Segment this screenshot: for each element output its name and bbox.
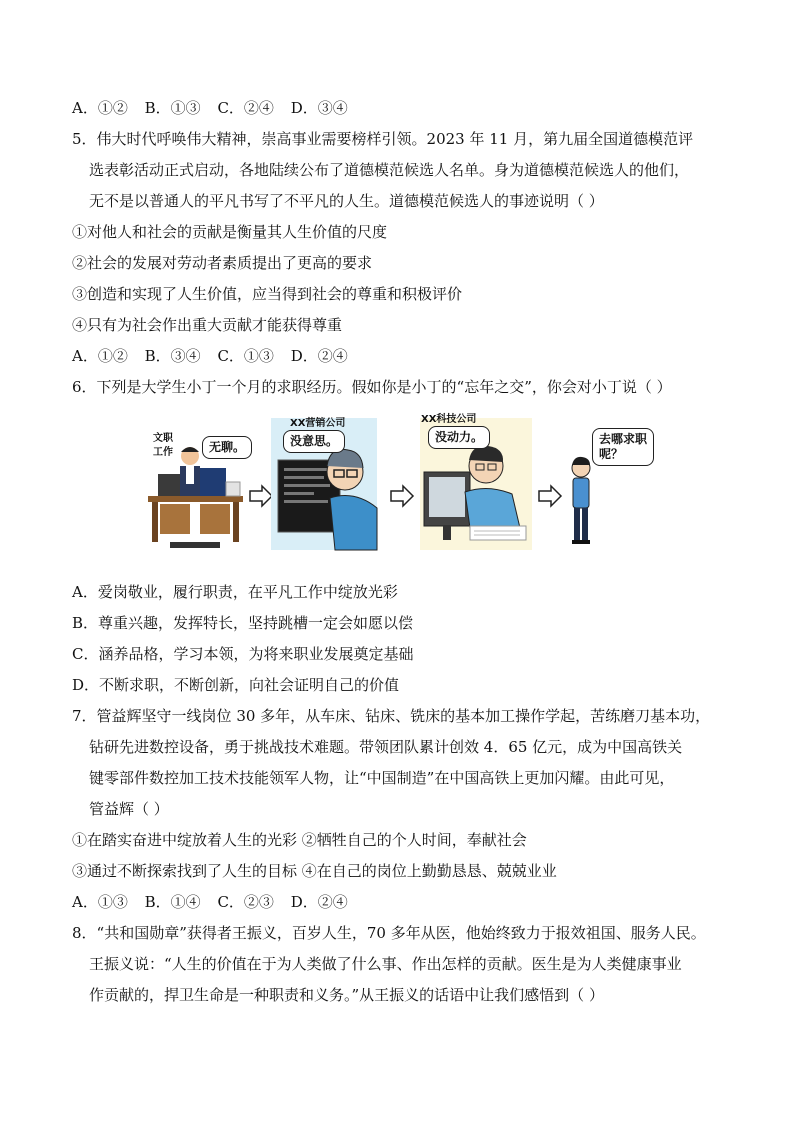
q4-choice-c[interactable]: C．②④ [217,99,274,117]
arrow-3-icon [539,486,561,506]
panel-3-speech-bubble: 没动力。 [428,426,490,449]
q7-options-line-2: ③通过不断探索找到了人生的目标 ④在自己的岗位上勤勤恳恳、兢兢业业 [72,862,557,880]
q5-choice-d[interactable]: D．②④ [290,347,348,365]
panel-1-office-worker [148,447,243,548]
panel-2-label: XX营销公司 [290,418,346,429]
q5-choice-b[interactable]: B．③④ [144,347,201,365]
q6-option-b[interactable]: B．尊重兴趣，发挥特长，坚持跳槽一定会如愿以偿 [72,614,414,632]
q5-stem-line-3: 无不是以普通人的平凡书写了不平凡的人生。道德模范候选人的事迹说明（ ） [89,192,604,210]
q8-stem-line-1: 8．“共和国勋章”获得者王振义，百岁人生，70 多年从医，他始终致力于报效祖国、服务人民。 [72,924,706,942]
q7-choices [72,892,360,912]
q5-option-2: ②社会的发展对劳动者素质提出了更高的要求 [72,254,373,272]
q5-stem-line-2: 选表彰活动正式启动，各地陆续公布了道德模范候选人名单。身为道德模范候选人的他们， [89,161,690,179]
q5-choices [72,346,360,366]
q5-option-4: ④只有为社会作出重大贡献才能获得尊重 [72,316,343,334]
q5-option-1: ①对他人和社会的贡献是衡量其人生价值的尺度 [72,223,388,241]
panel-3-label: XX科技公司 [421,414,477,425]
q7-choice-b[interactable]: B．①④ [144,893,201,911]
q8-stem-line-3: 作贡献的，捍卫生命是一种职责和义务。”从王振义的话语中让我们感悟到（ ） [89,986,604,1004]
q7-stem-line-1: 7．管益辉坚守一线岗位 30 多年，从车床、钻床、铣床的基本加工操作学起，苦练磨刀基本功， [72,707,711,725]
q7-stem-line-4: 管益辉（ ） [89,800,169,818]
comic-strip-illustration [140,408,660,554]
arrow-2-icon [391,486,413,506]
q4-choice-d[interactable]: D．③④ [290,99,348,117]
q6-option-d[interactable]: D．不断求职，不断创新，向社会证明自己的价值 [72,676,400,694]
q7-choice-d[interactable]: D．②④ [290,893,348,911]
q4-choice-b[interactable]: B．①③ [144,99,201,117]
q6-stem: 6．下列是大学生小丁一个月的求职经历。假如你是小丁的“忘年之交”，你会对小丁说（ ） [72,378,672,396]
panel-4-speech-bubble: 去哪求职 呢？ [592,428,654,466]
panel-2-speech-bubble: 没意思。 [283,430,345,453]
q8-stem-line-2: 王振义说：“人生的价值在于为人类做了什么事、作出怎样的贡献。医生是为人类健康事业 [89,955,682,973]
q7-options-line-1: ①在踏实奋进中绽放着人生的光彩 ②牺牲自己的个人时间，奉献社会 [72,831,527,849]
q7-choice-c[interactable]: C．②③ [217,893,274,911]
q4-choices [72,98,360,118]
q5-option-3: ③创造和实现了人生价值，应当得到社会的尊重和积极评价 [72,285,463,303]
q7-stem-line-2: 钻研先进数控设备，勇于挑战技术难题。带领团队累计创效 4．65 亿元，成为中国高铁关 [89,738,683,756]
panel-1-label: 文职 工作 [153,433,173,458]
arrow-1-icon [250,486,272,506]
panel-1-speech-bubble: 无聊。 [202,436,252,459]
q6-comic-figure [140,408,660,554]
q5-stem-line-1: 5．伟大时代呼唤伟大精神，崇高事业需要榜样引领。2023 年 11 月，第九届全国道德模范评 [72,130,694,148]
panel-4-standing-person [572,457,590,544]
q6-option-c[interactable]: C．涵养品格，学习本领，为将来职业发展奠定基础 [72,645,414,663]
q5-choice-a[interactable]: A．①② [72,347,128,365]
q5-choice-c[interactable]: C．①③ [217,347,274,365]
q4-choice-a[interactable]: A．①② [72,99,128,117]
q6-option-a[interactable]: A．爱岗敬业，履行职责，在平凡工作中绽放光彩 [72,583,398,601]
q7-stem-line-3: 键零部件数控加工技术技能领军人物，让“中国制造”在中国高铁上更加闪耀。由此可见， [89,769,675,787]
q7-choice-a[interactable]: A．①③ [72,893,128,911]
